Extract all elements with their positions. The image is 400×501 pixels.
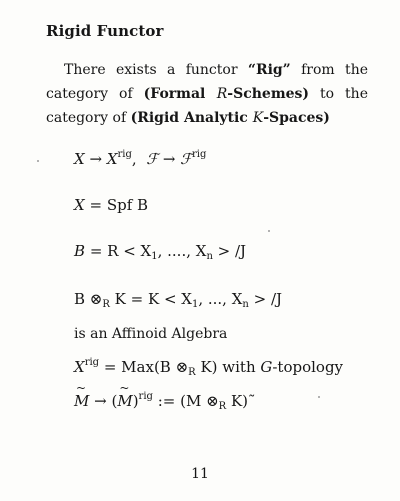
paper-speck: [37, 160, 39, 162]
functor-name: “Rig”: [247, 62, 291, 78]
equation-spf: X = Spf B: [74, 196, 149, 214]
para-text-2: from the category of: [46, 62, 368, 102]
equation-functor-action: $X \to X^{rig}$, ℱ → ℱ$^{rig}$: [74, 149, 207, 168]
section-heading: Rigid Functor: [46, 22, 164, 40]
equation-b-quotient: $B = R < X_1$, ...., $X_n > /J$: [74, 242, 247, 262]
intro-paragraph: [46, 58, 368, 130]
para-text-1: There exists a functor: [64, 62, 248, 78]
target-category: (Rigid Analytic K-Spaces): [130, 110, 330, 126]
equation-max-spectrum: $X^{rig} = Max(B$ $\otimes_R$ K) with G-topology: [74, 357, 344, 378]
paper-speck: [268, 230, 270, 232]
para-text-3: to the category of: [46, 86, 368, 126]
equation-module-rig: ~ M → (~ M)$^{rig}$ := (M $\otimes_R$ K)˜: [74, 392, 256, 410]
paper-speck: [318, 396, 320, 398]
affinoid-statement: is an Affinoid Algebra: [74, 326, 228, 342]
page-number: 11: [191, 466, 209, 482]
equation-tensor: B $\otimes_R$ $K = K < X_1$, ..., $X_n > /J$: [74, 290, 283, 310]
source-category: (Formal R-Schemes): [143, 86, 310, 102]
